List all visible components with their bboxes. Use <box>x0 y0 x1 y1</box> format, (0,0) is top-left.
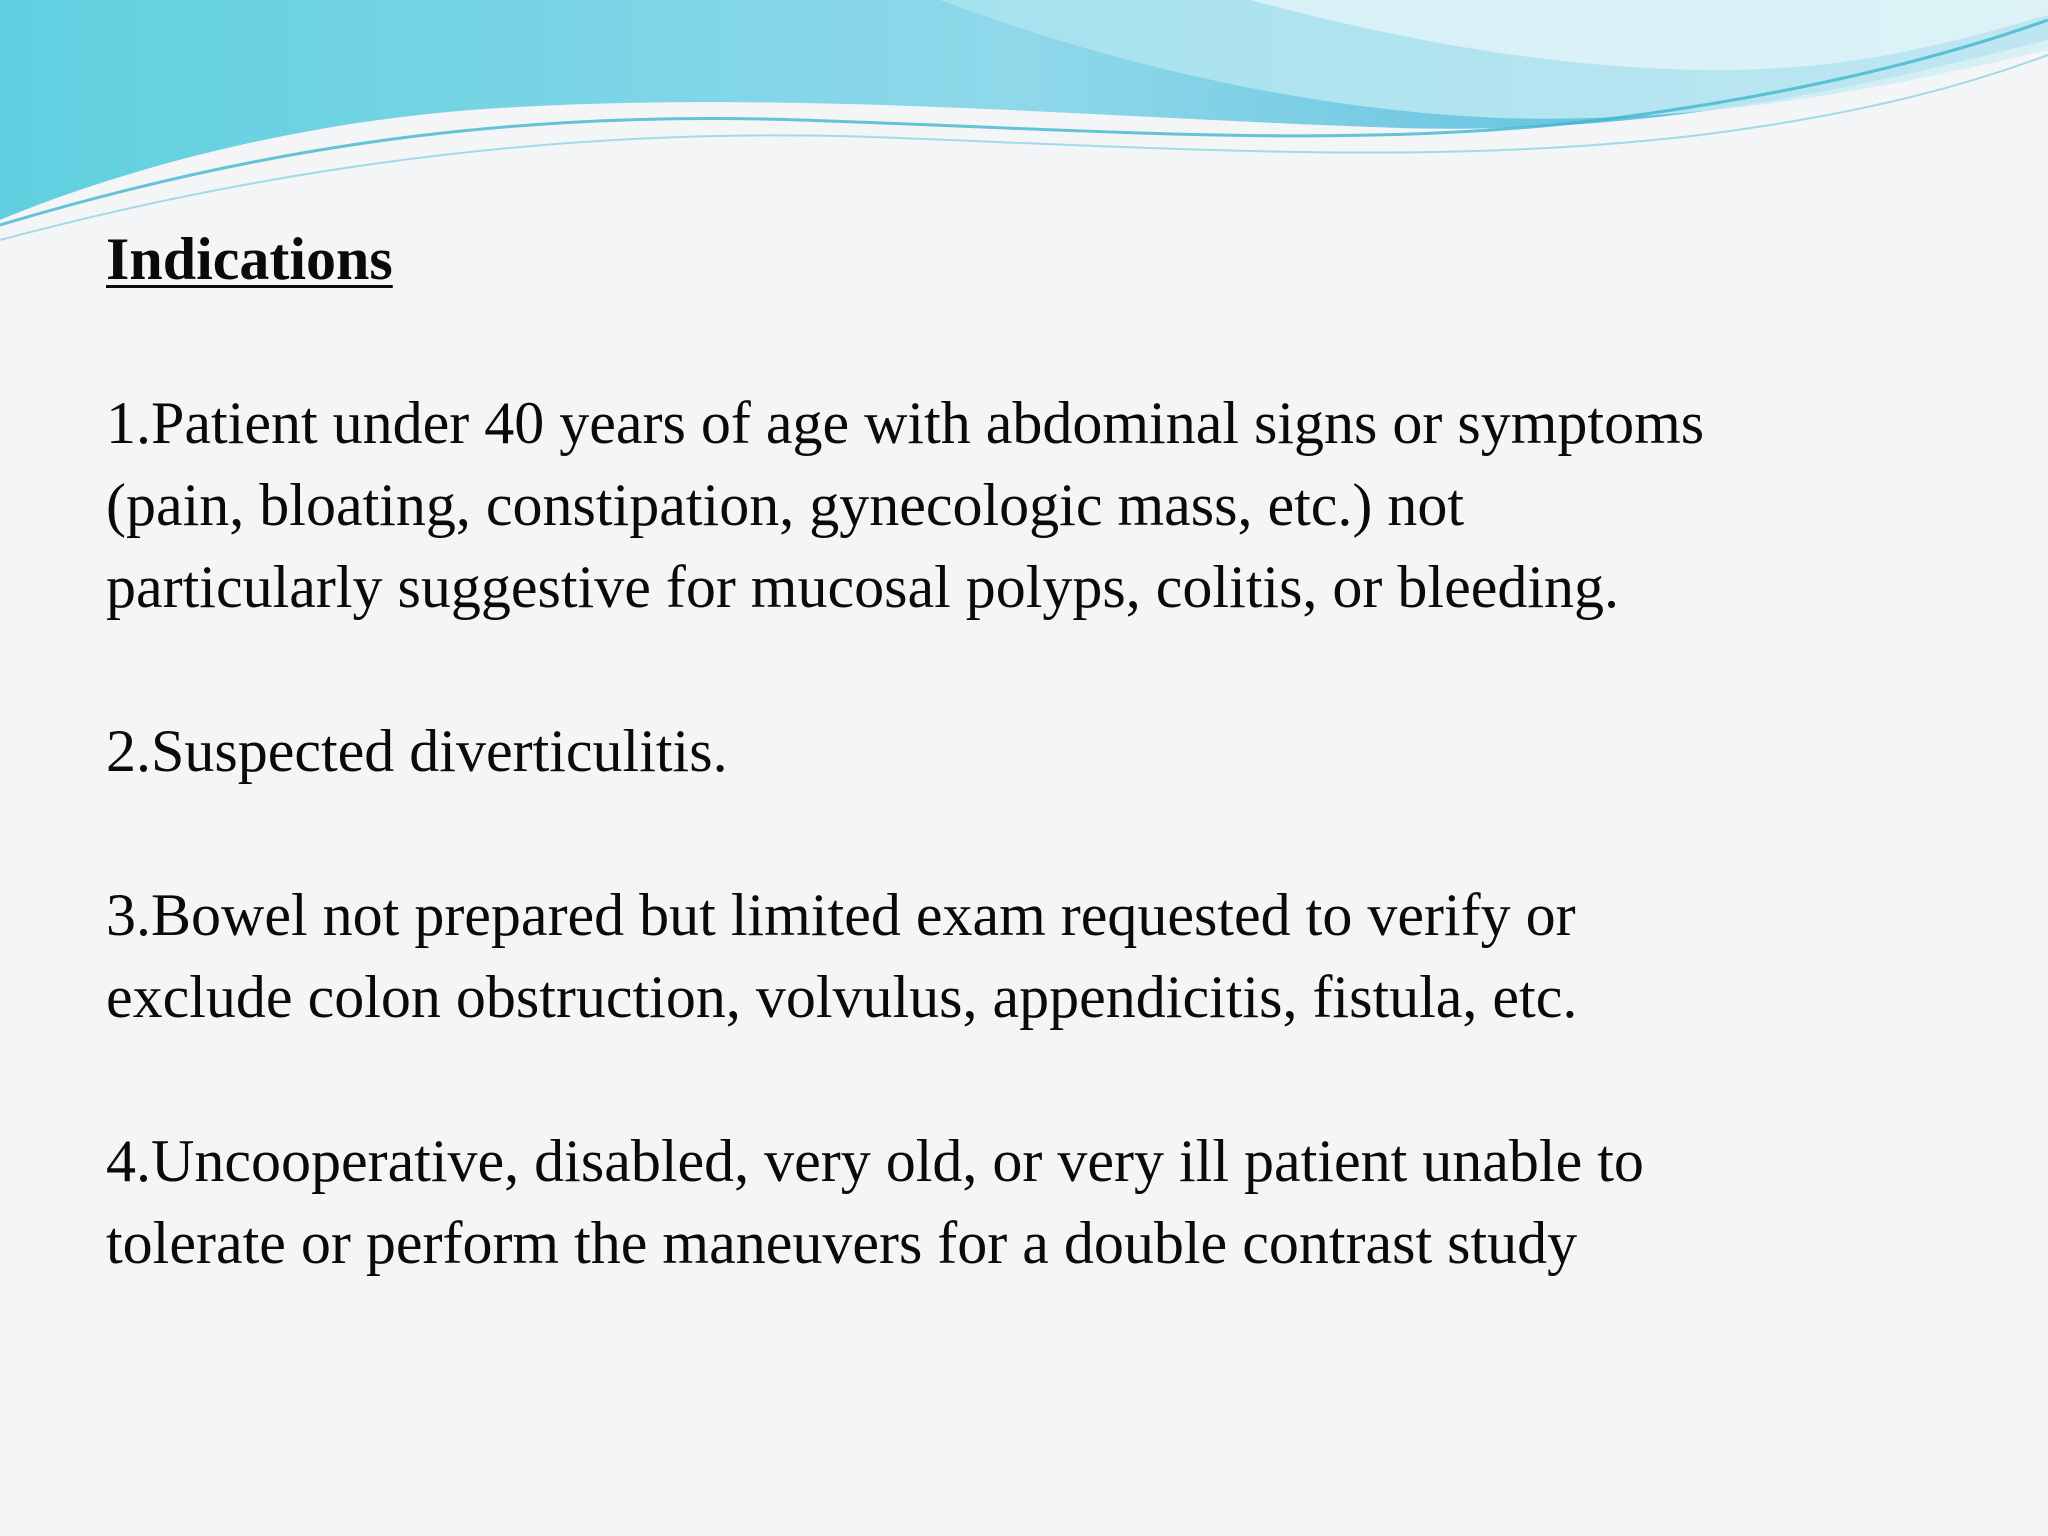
indication-line: 3.Bowel not prepared but limited exam requested to verify or <box>106 882 1576 948</box>
slide-content <box>106 218 1966 1366</box>
indication-item-1 <box>106 382 1966 628</box>
indication-line: (pain, bloating, constipation, gynecologic mass, etc.) not <box>106 472 1465 538</box>
indication-item-4 <box>106 1120 1966 1284</box>
slide-heading: Indications <box>106 226 393 292</box>
indication-line: tolerate or perform the maneuvers for a double contrast study <box>106 1210 1578 1276</box>
indication-line: 2.Suspected diverticulitis. <box>106 718 728 784</box>
indication-line: exclude colon obstruction, volvulus, appendicitis, fistula, etc. <box>106 964 1578 1030</box>
indication-item-3 <box>106 874 1966 1038</box>
indication-line: 4.Uncooperative, disabled, very old, or very ill patient unable to <box>106 1128 1644 1194</box>
indication-line: particularly suggestive for mucosal polyps, colitis, or bleeding. <box>106 554 1620 620</box>
indication-line: 1.Patient under 40 years of age with abdominal signs or symptoms <box>106 390 1705 456</box>
indication-item-2 <box>106 710 1966 792</box>
